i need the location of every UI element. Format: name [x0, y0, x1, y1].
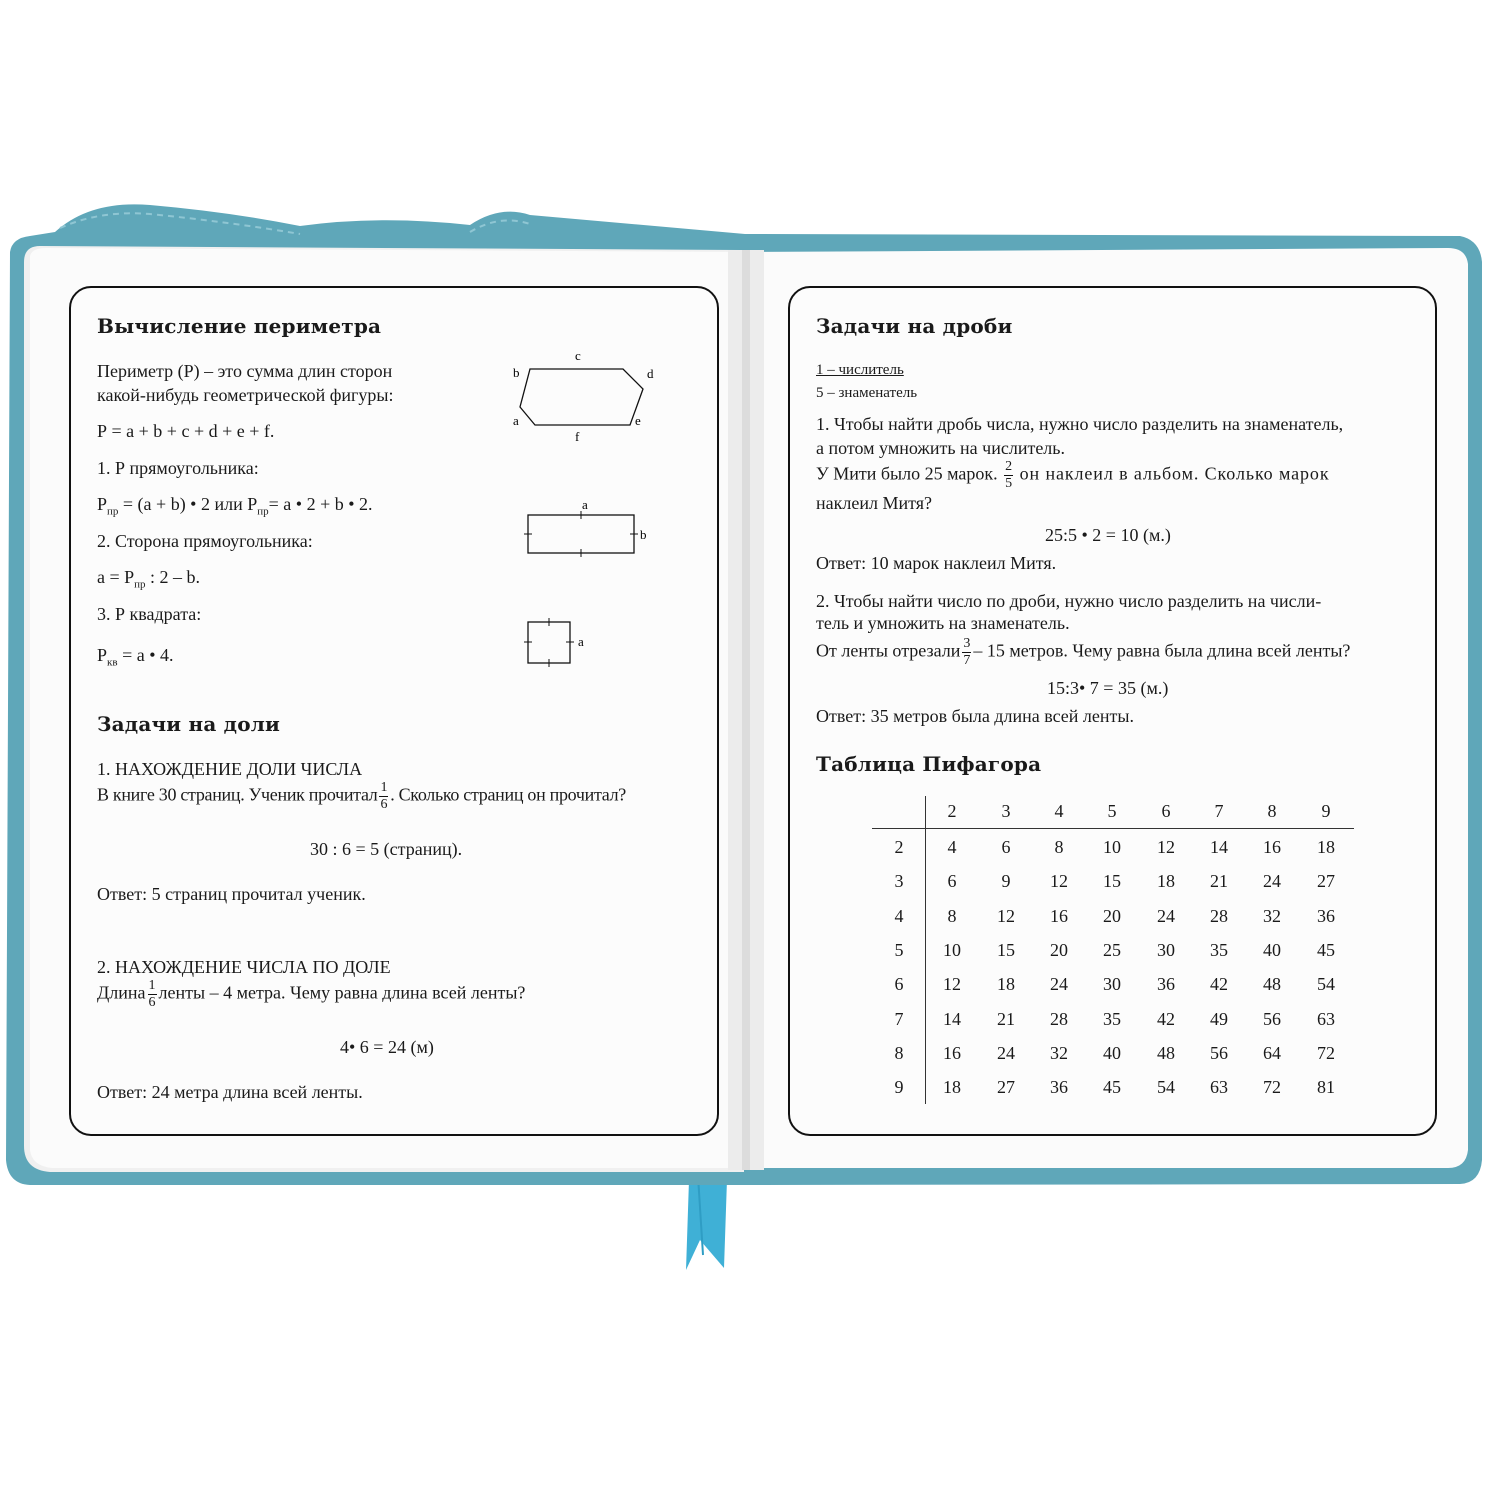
table-header-cell: 3 [1001, 801, 1011, 821]
table-cell: 12 [997, 905, 1015, 926]
fractions-p1-line2: а потом умножить на числитель. [816, 438, 1066, 458]
parts-s2-heading: 2. НАХОЖДЕНИЕ ЧИСЛА ПО ДОЛЕ [97, 957, 391, 977]
square-diagram [520, 612, 600, 672]
table-cell: 36 [1157, 974, 1175, 995]
table-cell: 72 [1317, 1042, 1335, 1063]
table-cell: 14 [1210, 837, 1228, 857]
rectangle-side-item: 2. Сторона прямоугольника: [97, 531, 313, 551]
table-cell: 8 [947, 905, 957, 926]
table-cell: 28 [1050, 1008, 1068, 1029]
table-cell: 36 [1050, 1077, 1068, 1098]
table-cell: 24 [1050, 974, 1068, 995]
table-cell: 16 [943, 1042, 961, 1063]
parts-s1-heading: 1. НАХОЖДЕНИЕ ДОЛИ ЧИСЛА [97, 759, 363, 779]
parts-s2-answer: Ответ: 24 метра длина всей ленты. [97, 1082, 363, 1102]
table-cell: 27 [1317, 871, 1335, 892]
table-cell: 20 [1103, 905, 1121, 926]
rect-label-b: b [640, 527, 647, 542]
table-cell: 72 [1263, 1077, 1281, 1098]
fractions-p2-calc: 15:3• 7 = 35 (м.) [1047, 678, 1169, 698]
parts-s1-task: В книге 30 страниц. Ученик прочитал $\frac{1}{6}$ . Сколько страниц он прочитал? [97, 780, 626, 812]
table-cell: 16 [1263, 837, 1281, 857]
table-row-header: 8 [894, 1042, 904, 1063]
table-row-header: 6 [894, 974, 904, 995]
rectangle-side-formula: $а = Р_{пр}$ : 2 – b. [97, 567, 201, 591]
square-perimeter-formula: $Р_{кв} = а$ • 4. [97, 645, 174, 669]
parts-s2-task: Длина $\frac{1}{6}$ ленты – 4 метра. Чему равна длина всей ленты? [97, 978, 526, 1010]
table-cell: 20 [1050, 939, 1068, 960]
hex-label-a: a [513, 413, 519, 428]
table-cell: 45 [1103, 1077, 1121, 1098]
parts-s1-answer: Ответ: 5 страниц прочитал ученик. [97, 884, 366, 904]
perimeter-title: Вычисление периметра [97, 314, 382, 338]
fractions-p2-task: От ленты отрезали $\frac{3}{7}$ – 15 метров. Чему равна была длина всей ленты? [816, 636, 1351, 668]
table-header-cell: 4 [1054, 801, 1064, 821]
table-header-cell: 8 [1267, 801, 1277, 821]
table-cell: 64 [1263, 1042, 1281, 1063]
table-header-cell: 9 [1321, 801, 1331, 821]
rectangle-perimeter-item: 1. Р прямоугольника: [97, 458, 259, 478]
table-cell: 16 [1050, 905, 1068, 926]
parts-title: Задачи на доли [97, 712, 281, 736]
table-cell: 15 [997, 939, 1015, 960]
fraction: $\frac{1}{6}$ [148, 978, 156, 1010]
table-header-cell: 2 [947, 801, 957, 821]
table-cell: 42 [1157, 1008, 1175, 1029]
perimeter-definition-line2: какой-нибудь геометрической фигуры: [97, 385, 394, 405]
table-cell: 24 [997, 1042, 1015, 1063]
table-row-header: 2 [894, 837, 904, 857]
table-cell: 6 [1001, 837, 1011, 857]
table-cell: 48 [1157, 1042, 1175, 1063]
rectangle-perimeter-formula: $Р_{пр} = (а + b)$ • 2 или $Р_{пр}= а$ • 2 + b • 2. [97, 494, 373, 518]
table-cell: 30 [1157, 939, 1175, 960]
table-cell: 12 [1050, 871, 1068, 892]
table-cell: 12 [1157, 837, 1175, 857]
table-cell: 40 [1103, 1042, 1121, 1063]
pythagoras-table [872, 796, 1354, 1108]
table-header-cell: 6 [1161, 801, 1171, 821]
fractions-p1-task: У Мити было 25 марок. $\frac{2}{5}$ он наклеил в альбом. Сколько марок [816, 459, 1330, 491]
rect-label-a: a [582, 497, 588, 512]
table-cell: 36 [1317, 905, 1335, 926]
table-cell: 32 [1050, 1042, 1068, 1063]
parts-s1-calc: 30 : 6 = 5 (страниц). [310, 839, 463, 859]
table-cell: 49 [1210, 1008, 1228, 1029]
rectangle-diagram [520, 495, 660, 560]
fractions-title: Задачи на дроби [816, 314, 1013, 338]
table-cell: 63 [1317, 1008, 1335, 1029]
table-cell: 18 [1317, 837, 1335, 857]
fractions-p2-line2: тель и умножить на знаменатель. [816, 613, 1070, 633]
table-cell: 8 [1054, 837, 1064, 857]
square-label-a: a [578, 634, 584, 649]
hex-label-d: d [647, 366, 654, 381]
table-cell: 35 [1210, 939, 1228, 960]
table-cell: 48 [1263, 974, 1281, 995]
numerator-label: 1 – числитель [816, 362, 904, 378]
fractions-p1-line1: 1. Чтобы найти дробь числа, нужно число разделить на знаменатель, [816, 414, 1344, 434]
perimeter-definition-line1: Периметр (Р) – это сумма длин сторон [97, 361, 393, 381]
table-cell: 18 [997, 974, 1015, 995]
fractions-p2-line1: 2. Чтобы найти число по дроби, нужно число разделить на числи- [816, 591, 1322, 611]
table-row-header: 7 [894, 1008, 904, 1029]
table-cell: 56 [1210, 1042, 1228, 1063]
denominator-label: 5 – знаменатель [816, 385, 918, 401]
table-cell: 56 [1263, 1008, 1281, 1029]
table-row-header: 5 [894, 939, 904, 960]
table-cell: 4 [947, 837, 957, 857]
table-header-cell: 7 [1214, 801, 1224, 821]
table-cell: 12 [943, 974, 961, 995]
table-header-cell: 5 [1107, 801, 1117, 821]
hex-label-e: e [635, 413, 641, 428]
table-cell: 54 [1157, 1077, 1175, 1098]
table-cell: 24 [1263, 871, 1281, 892]
table-row-header: 9 [894, 1077, 904, 1098]
table-cell: 21 [1210, 871, 1228, 892]
table-cell: 21 [997, 1008, 1015, 1029]
fractions-p2-answer: Ответ: 35 метров была длина всей ленты. [816, 706, 1134, 726]
pythagoras-title: Таблица Пифагора [816, 752, 1042, 776]
square-perimeter-item: 3. Р квадрата: [97, 604, 202, 624]
table-cell: 10 [1103, 837, 1121, 857]
table-cell: 28 [1210, 905, 1228, 926]
table-cell: 14 [943, 1008, 961, 1029]
fractions-p1-answer: Ответ: 10 марок наклеил Митя. [816, 553, 1057, 573]
table-cell: 27 [997, 1077, 1015, 1098]
table-cell: 18 [1157, 871, 1175, 892]
table-cell: 54 [1317, 974, 1335, 995]
table-cell: 40 [1263, 939, 1281, 960]
hex-label-f: f [575, 429, 580, 444]
table-row-header: 3 [894, 871, 904, 892]
parts-s2-calc: 4• 6 = 24 (м) [340, 1037, 434, 1057]
fractions-p1-task-cont: наклеил Митя? [816, 493, 932, 513]
table-cell: 25 [1103, 939, 1121, 960]
table-cell: 81 [1317, 1077, 1335, 1098]
table-cell: 30 [1103, 974, 1121, 995]
table-cell: 15 [1103, 871, 1121, 892]
table-cell: 9 [1001, 871, 1011, 892]
table-cell: 32 [1263, 905, 1281, 926]
fractions-p1-calc: 25:5 • 2 = 10 (м.) [1045, 525, 1171, 545]
hexagon-diagram [505, 345, 665, 445]
table-cell: 45 [1317, 939, 1335, 960]
table-cell: 10 [943, 939, 961, 960]
fraction: $\frac{3}{7}$ [963, 636, 971, 668]
table-cell: 24 [1157, 905, 1175, 926]
fraction: $\frac{1}{6}$ [380, 780, 388, 812]
table-cell: 63 [1210, 1077, 1228, 1098]
table-row-header: 4 [894, 905, 904, 926]
table-cell: 35 [1103, 1008, 1121, 1029]
perimeter-formula: Р = а + b + с + d + е + f. [97, 421, 275, 441]
table-cell: 6 [947, 871, 957, 892]
table-cell: 42 [1210, 974, 1228, 995]
fraction: $\frac{2}{5}$ [1005, 459, 1013, 491]
hex-label-c: c [575, 348, 581, 363]
hex-label-b: b [513, 365, 520, 380]
table-cell: 18 [943, 1077, 961, 1098]
